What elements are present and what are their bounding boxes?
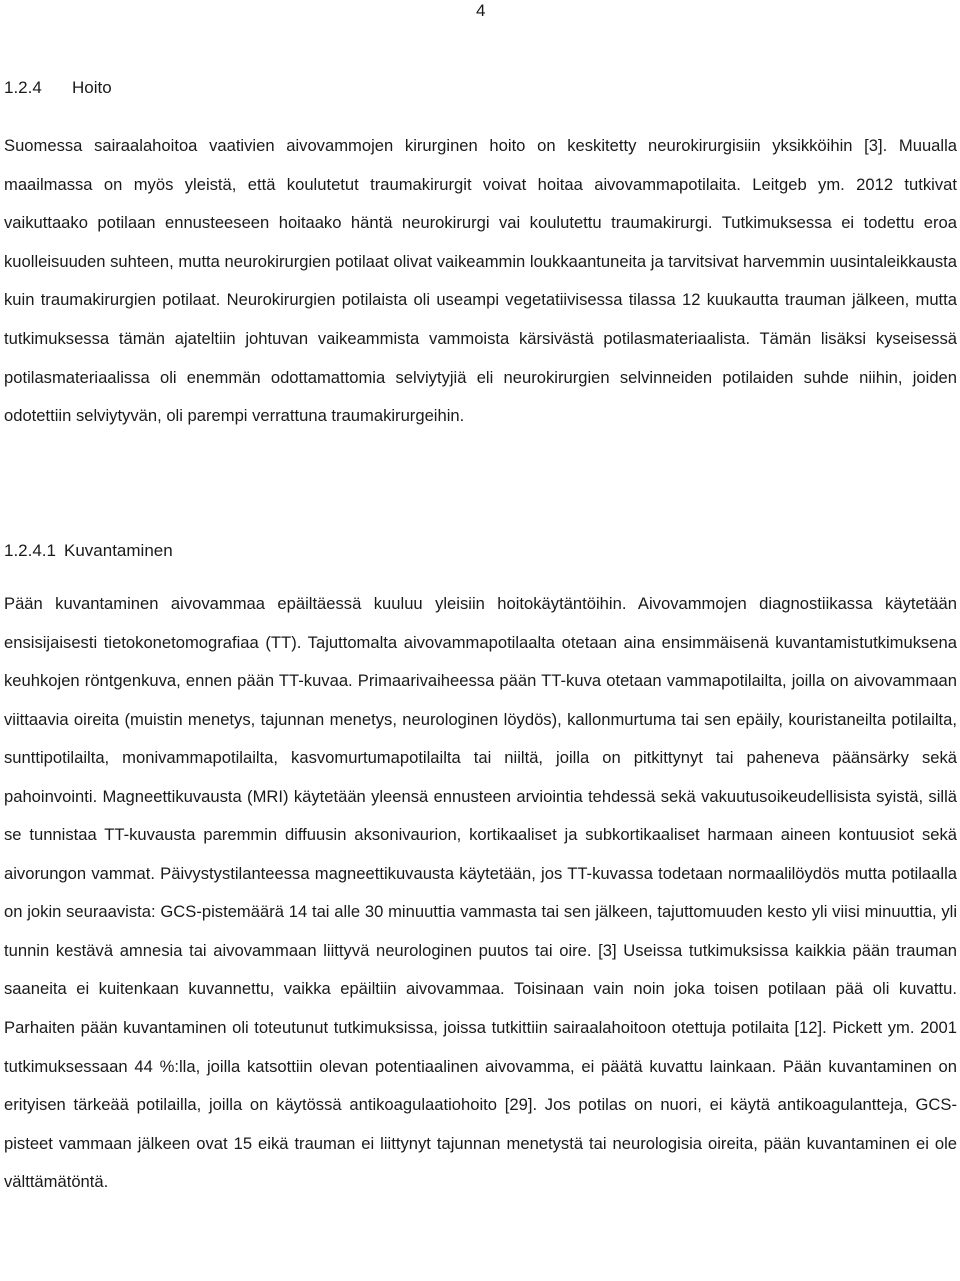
section-number: 1.2.4	[4, 78, 42, 97]
section-heading	[4, 77, 112, 99]
subsection-number: 1.2.4.1	[4, 541, 56, 560]
subsection-heading	[4, 540, 173, 562]
section-title: Hoito	[72, 78, 112, 97]
subsection-paragraph: Pään kuvantaminen aivovammaa epäiltäessä kuuluu yleisiin hoitokäytäntöihin. Aivovammojen diagnostiikassa käytetään ensisijaisesti tietokonetomografiaa (TT). Tajuttomalta aivovammapotilaalta otetaan aina ensimmäisenä kuvantamistutkimuksena keuhkojen röntgenkuva, ennen pään TT-kuvaa. Primaarivaiheessa pään TT-kuva otetaan vammapotilailta, joilla on aivovammaan viittaavia oireita (muistin menetys, tajunnan menetys, neurologinen löydös), kallonmurtuma tai sen epäily, kouristaneilta potilailta, sunttipotilailta, monivammapotilailta, kasvomurtumapotilailta tai niiltä, joilla on pitkittynyt tai paheneva päänsärky sekä pahoinvointi. Magneettikuvausta (MRI) käytetään yleensä ennusteen arviointia tehdessä sekä vakuutusoikeudellisista syistä, sillä se tunnistaa TT-kuvausta paremmin diffuusin aksonivaurion, kortikaaliset ja subkortikaaliset harmaan aineen kontuusiot sekä aivorungon vammat. Päivystystilanteessa magneettikuvausta käytetään, jos TT-kuvassa todetaan normaalilöydös mutta potilaalla on jokin seuraavista: GCS-pistemäärä 14 tai alle 30 minuuttia vammasta tai sen jälkeen, tajuttomuuden kesto yli viisi minuuttia, yli tunnin kestävä amnesia tai aivovammaan liittyvä neurologinen puutos tai oire. [3] Useissa tutkimuksissa kaikkia pään trauman saaneita ei kuitenkaan kuvannettu, vaikka epäiltiin aivovammaa. Toisinaan vain noin joka toisen potilaan pää oli kuvattu. Parhaiten pään kuvantaminen oli toteutunut tutkimuksissa, joissa tutkittiin sairaalahoitoon otettuja potilaita [12]. Pickett ym. 2001 tutkimuksessaan 44 %:lla, joilla katsottiin olevan potentiaalinen aivovamma, ei päätä kuvattu lainkaan. Pään kuvantaminen on erityisen tärkeää potilailla, joilla on käytössä antikoagulaatiohoito [29]. Jos potilas on nuori, ei käytä antikoagulantteja, GCS-pisteet vammaan jälkeen ovat 15 eikä trauman ei liittynyt tajunnan menetystä tai neurologisia oireita, pään kuvantaminen ei ole välttämätöntä.	[4, 594, 957, 1192]
subsection-title: Kuvantaminen	[64, 541, 173, 560]
section-paragraph: Suomessa sairaalahoitoa vaativien aivovammojen kirurginen hoito on keskitetty neurokirurgisiin yksikköihin [3]. Muualla maailmassa on myös yleistä, että koulutetut traumakirurgit voivat hoitaa aivovammapotilaita. Leitgeb ym. 2012 tutkivat vaikuttaako potilaan ennusteeseen hoitaako häntä neurokirurgi vai koulutettu traumakirurgi. Tutkimuksessa ei todettu eroa kuolleisuuden suhteen, mutta neurokirurgien potilaat olivat vaikeammin loukkaantuneita ja tarvitsivat harvemmin uusintaleikkausta kuin traumakirurgien potilaat. Neurokirurgien potilaista oli useampi vegetatiivisessa tilassa 12 kuukautta trauman jälkeen, mutta tutkimuksessa tämän ajateltiin johtuvan vaikeammista vammoista kärsivästä potilasmateriaalista. Tämän lisäksi kyseisessä potilasmateriaalissa oli enemmän odottamattomia selviytyjiä eli neurokirurgien selvinneiden potilaiden suhde niihin, joiden odotettiin selviytyvän, oli parempi verrattuna traumakirurgeihin.	[4, 136, 957, 426]
page-number: 4	[476, 1, 486, 20]
